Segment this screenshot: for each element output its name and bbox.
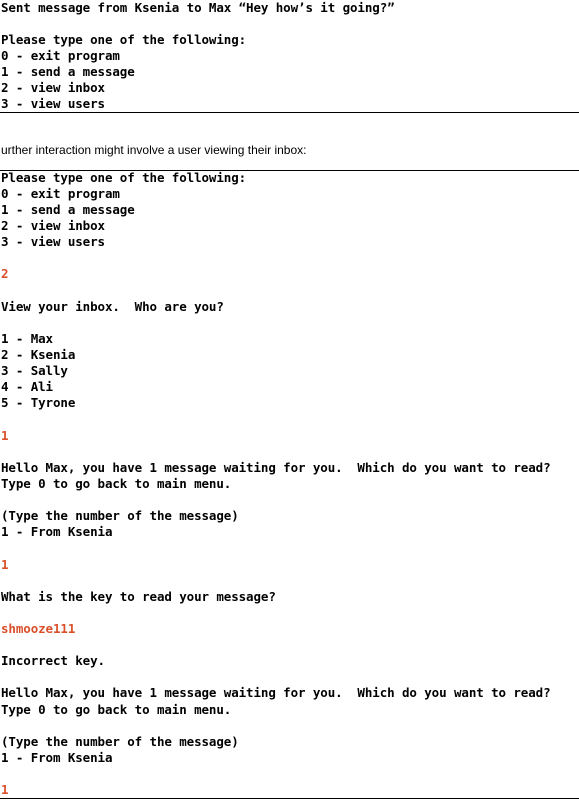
menu-prompt: Please type one of the following:: [1, 32, 247, 47]
user-list-item: 4 - Ali: [1, 379, 53, 394]
menu-option-users: 3 - view users: [1, 234, 105, 249]
caption-text: urther interaction might involve a user viewing their inbox:: [1, 143, 307, 157]
divider-line: [0, 798, 579, 799]
user-input: 1: [1, 428, 9, 443]
inbox-prompt: View your inbox. Who are you?: [1, 299, 224, 314]
user-list-item: 5 - Tyrone: [1, 395, 76, 410]
menu-option-send: 1 - send a message: [1, 64, 135, 79]
inbox-greeting: Hello Max, you have 1 message waiting for you. Which do you want to read?: [1, 685, 551, 700]
sent-message-line: Sent message from Ksenia to Max “Hey how’s it going?”: [1, 0, 395, 15]
user-input: 2: [1, 266, 9, 281]
message-list-item: 1 - From Ksenia: [1, 750, 113, 765]
menu-prompt: Please type one of the following:: [1, 170, 247, 185]
menu-option-inbox: 2 - view inbox: [1, 218, 105, 233]
user-input: 1: [1, 782, 9, 797]
menu-option-inbox: 2 - view inbox: [1, 80, 105, 95]
menu-option-users: 3 - view users: [1, 96, 105, 111]
user-input-key: shmooze111: [1, 621, 76, 636]
message-list-item: 1 - From Ksenia: [1, 524, 113, 539]
type-number-instruction: (Type the number of the message): [1, 734, 239, 749]
key-prompt: What is the key to read your message?: [1, 589, 276, 604]
menu-option-exit: 0 - exit program: [1, 186, 120, 201]
user-list-item: 1 - Max: [1, 331, 53, 346]
menu-option-exit: 0 - exit program: [1, 48, 120, 63]
divider-line: [0, 112, 579, 113]
incorrect-key-message: Incorrect key.: [1, 653, 105, 668]
user-list-item: 3 - Sally: [1, 363, 68, 378]
type-number-instruction: (Type the number of the message): [1, 508, 239, 523]
back-instruction: Type 0 to go back to main menu.: [1, 702, 232, 717]
user-list-item: 2 - Ksenia: [1, 347, 76, 362]
user-input: 1: [1, 557, 9, 572]
inbox-greeting: Hello Max, you have 1 message waiting for you. Which do you want to read?: [1, 460, 551, 475]
menu-option-send: 1 - send a message: [1, 202, 135, 217]
back-instruction: Type 0 to go back to main menu.: [1, 476, 232, 491]
